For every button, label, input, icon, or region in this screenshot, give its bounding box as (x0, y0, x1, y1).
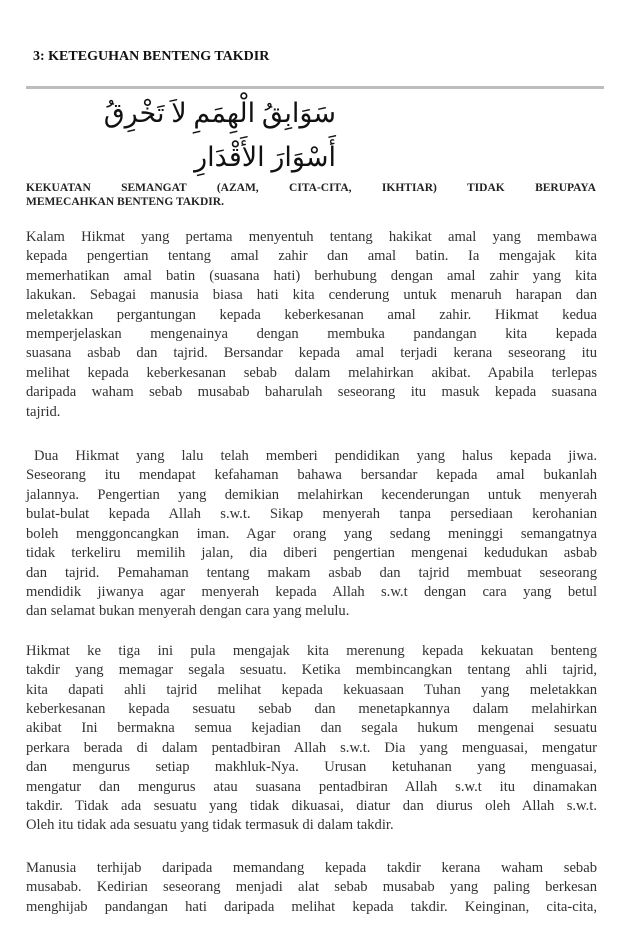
text-line: suasana asbab dan tajrid. Bersandar kepada amal terjadi kerana seseorang itu (26, 345, 597, 362)
text-line: akibat Ini bermakna semua kejadian dan segala hukum mengenai sesuatu (26, 720, 597, 737)
chapter-title: 3: KETEGUHAN BENTENG TAKDIR (33, 49, 270, 64)
arabic-verse: سَوَابِقُ الْهِمَمِ لاَ تَخْرِقُ أَسْوَارَ الأَقْدَارِ (103, 98, 336, 172)
text-line: Manusia terhijab daripada memandang kepada takdir kerana waham sebab (26, 859, 597, 876)
text-line: daripada waham sebab musabab baharulah seseorang itu masuk kepada suasana (26, 384, 597, 401)
text-line: Hikmat ke tiga ini pula mengajak kita merenung kepada kekuatan benteng (26, 642, 597, 659)
text-line: melihat kepada keberkesanan sebab dalam melahirkan akibat. Apabila terlepas (26, 364, 597, 381)
text-line: Seseorang itu mendapat kefahaman bahawa bersandar kepada amal bukanlah (26, 467, 597, 484)
text-line: meletakkan pergantungan kepada keberkesanan amal zahir. Hikmat kedua (26, 306, 597, 323)
text-line: mendidik jiwanya agar menyerah kepada Allah s.w.t dengan cara yang betul (26, 583, 597, 600)
text-line: dan tajrid. Pemahaman tentang makam asbab dan tajrid membuat seseorang (26, 564, 597, 581)
text-line: takdir. Tidak ada sesuatu yang tidak dikuasai, diatur dan diurus oleh Allah s.w.t. (26, 797, 597, 814)
text-line: keberkesanan kepada sesuatu sebab dan menetapkannya dalam melahirkan (26, 700, 597, 717)
text-line: Oleh itu tidak ada sesuatu yang tidak termasuk di dalam takdir. (26, 817, 394, 834)
paragraph-3 (26, 642, 597, 836)
translation-line: KEKUATAN SEMANGAT (AZAM, CITA-CITA, IKHTIAR) TIDAK BERUPAYA (26, 182, 596, 194)
text-line: takdir yang memagar segala sesuatu. Ketika membincangkan tentang ahli tajrid, (26, 662, 597, 679)
translation-line: MEMECAHKAN BENTENG TAKDIR. (26, 196, 224, 208)
text-line: memerhatikan amal batin (suasana hati) berhubung dengan amal zahir yang kita (26, 267, 597, 284)
text-line: tidak terkeliru memilih jalan, dia diberi pengertian mengenai kedudukan asbab (26, 545, 597, 562)
text-line: musabab. Kedirian seseorang menjadi alat sebab musabab yang paling berkesan (26, 879, 597, 896)
text-line: boleh menggoncangkan iman. Agar orang yang sedang meninggi semangatnya (26, 525, 597, 542)
text-line: dan selamat bukan menyerah dengan cara yang melulu. (26, 603, 350, 620)
text-line: kepada pengertian tentang amal zahir dan amal batin. Ia mengajak kita (26, 248, 597, 265)
paragraph-2 (26, 447, 597, 622)
paragraph-4 (26, 859, 597, 917)
paragraph-1 (26, 228, 597, 422)
text-line: dan mengurus setiap makhluk-Nya. Urusan ketuhanan yang menguasai, (26, 759, 597, 776)
text-line: perkara berada di dalam pentadbiran Allah s.w.t. Dia yang menguasai, mengatur (26, 739, 597, 756)
text-line: bulat-bulat kepada Allah s.w.t. Sikap menyerah tanpa persediaan kerohanian (26, 506, 597, 523)
text-line: mengatur dan mengurus atau suasana pentadbiran Allah s.w.t itu dinamakan (26, 778, 597, 795)
text-line: Kalam Hikmat yang pertama menyentuh tentang hakikat amal yang membawa (26, 229, 597, 245)
text-line: Dua Hikmat yang lalu telah memberi pendidikan yang halus kepada jiwa. (34, 448, 597, 465)
text-line: menghijab pandangan hati daripada melihat kepada takdir. Keinginan, cita-cita, (26, 898, 597, 915)
text-line: kita dapati ahli tajrid melihat kepada kekuasaan Tuhan yang meletakkan (26, 681, 597, 698)
title-divider (26, 86, 604, 89)
text-line: lakukan. Sebagai manusia biasa hati kita cenderung untuk menaruh harapan dan (26, 287, 597, 304)
text-line: jalannya. Pengertian yang demikian melahirkan kecenderungan untuk menyerah (26, 486, 597, 503)
text-line: tajrid. (26, 403, 61, 420)
verse-translation (26, 181, 596, 209)
text-line: memperjelaskan mengenainya dengan membuka pandangan kita kepada (26, 326, 597, 343)
